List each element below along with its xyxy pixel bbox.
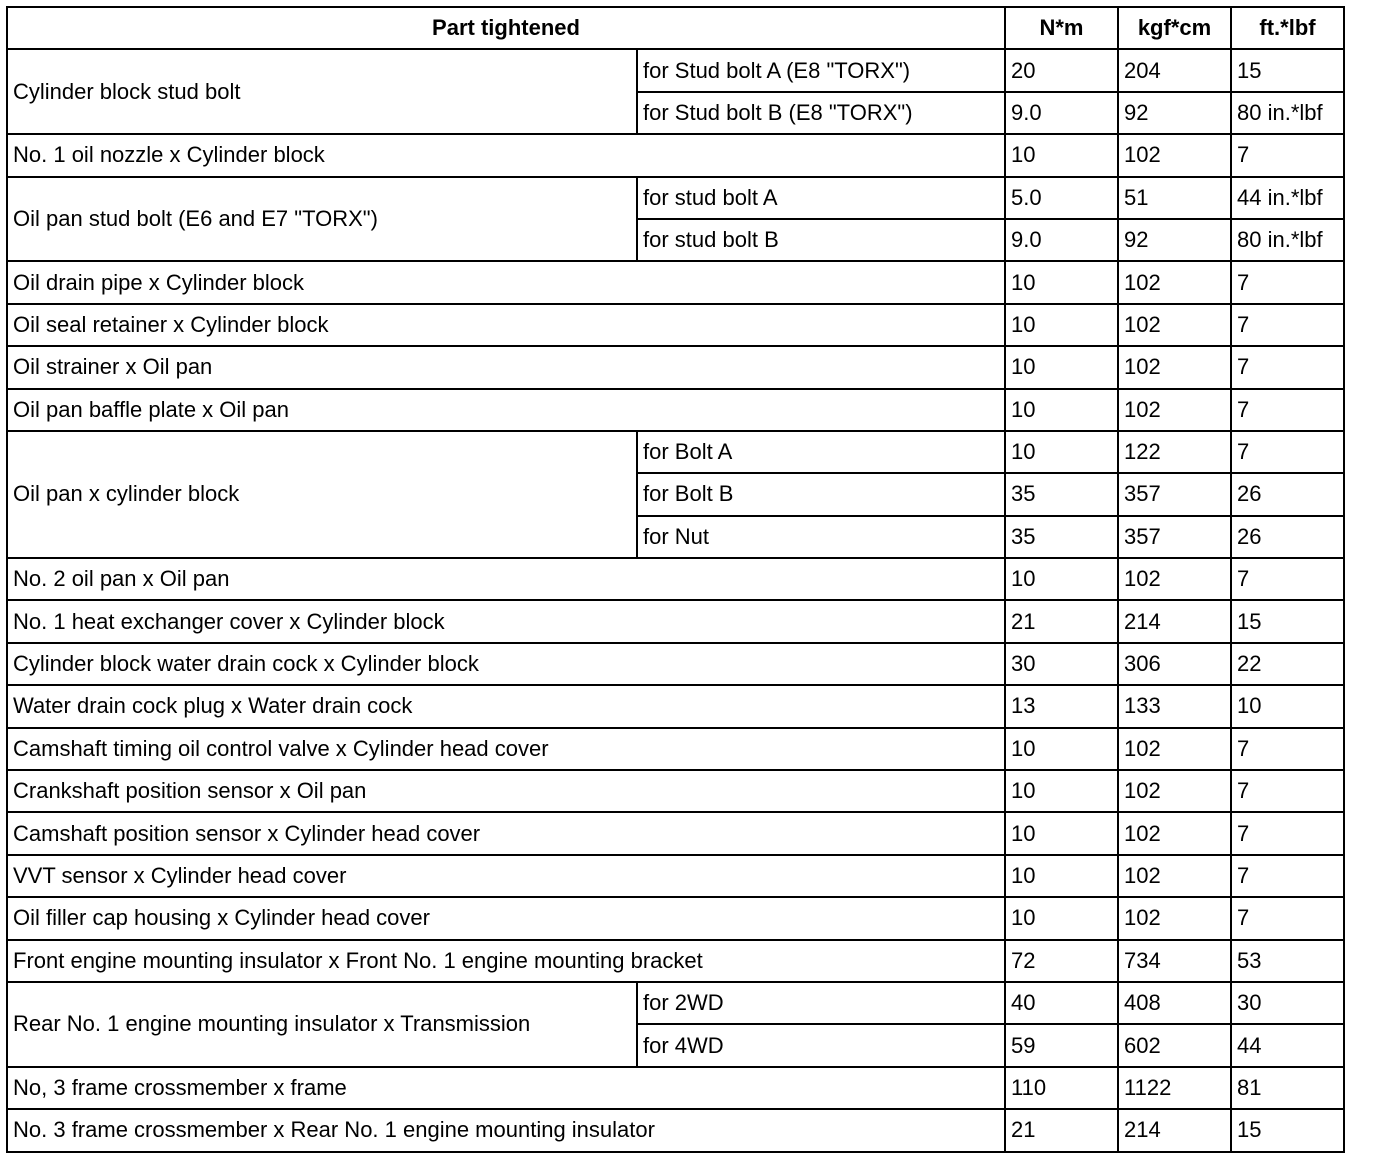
nm-value-cell: 10	[1005, 728, 1118, 770]
nm-value-cell: 40	[1005, 982, 1118, 1024]
kgfcm-value-cell: 122	[1118, 431, 1231, 473]
header-row	[7, 7, 1344, 49]
nm-value-cell: 10	[1005, 897, 1118, 939]
sub-condition-cell: for stud bolt A	[637, 177, 1005, 219]
table-row	[7, 431, 1344, 473]
ftlbf-value-cell: 26	[1231, 516, 1344, 558]
part-name-cell: Rear No. 1 engine mounting insulator x Transmission	[7, 982, 637, 1067]
nm-value-cell: 21	[1005, 1109, 1118, 1151]
ftlbf-value-cell: 7	[1231, 770, 1344, 812]
part-name-cell: No. 1 oil nozzle x Cylinder block	[7, 134, 1005, 176]
nm-value-cell: 35	[1005, 516, 1118, 558]
kgfcm-value-cell: 133	[1118, 685, 1231, 727]
torque-spec-table	[6, 6, 1345, 1153]
ftlbf-value-cell: 81	[1231, 1067, 1344, 1109]
part-name-cell: Oil pan baffle plate x Oil pan	[7, 389, 1005, 431]
table-row	[7, 685, 1344, 727]
kgfcm-value-cell: 102	[1118, 812, 1231, 854]
sub-condition-cell: for stud bolt B	[637, 219, 1005, 261]
sub-condition-cell: for Bolt B	[637, 473, 1005, 515]
kgfcm-value-cell: 102	[1118, 770, 1231, 812]
kgfcm-value-cell: 51	[1118, 177, 1231, 219]
nm-value-cell: 10	[1005, 134, 1118, 176]
ftlbf-value-cell: 7	[1231, 261, 1344, 303]
ftlbf-value-cell: 7	[1231, 855, 1344, 897]
table-row	[7, 600, 1344, 642]
nm-value-cell: 13	[1005, 685, 1118, 727]
part-name-cell: Oil pan stud bolt (E6 and E7 "TORX")	[7, 177, 637, 262]
ftlbf-value-cell: 7	[1231, 728, 1344, 770]
table-row	[7, 1067, 1344, 1109]
nm-value-cell: 110	[1005, 1067, 1118, 1109]
table-row	[7, 346, 1344, 388]
kgfcm-value-cell: 102	[1118, 897, 1231, 939]
kgfcm-value-cell: 102	[1118, 728, 1231, 770]
table-row	[7, 940, 1344, 982]
kgfcm-value-cell: 602	[1118, 1024, 1231, 1066]
table-row	[7, 558, 1344, 600]
sub-condition-cell: for Stud bolt B (E8 "TORX")	[637, 92, 1005, 134]
kgfcm-value-cell: 92	[1118, 219, 1231, 261]
table-row	[7, 177, 1344, 219]
ftlbf-value-cell: 80 in.*lbf	[1231, 92, 1344, 134]
ftlbf-value-cell: 15	[1231, 1109, 1344, 1151]
ftlbf-value-cell: 15	[1231, 49, 1344, 91]
ftlbf-value-cell: 44 in.*lbf	[1231, 177, 1344, 219]
nm-value-cell: 20	[1005, 49, 1118, 91]
nm-value-cell: 10	[1005, 346, 1118, 388]
table-row	[7, 1109, 1344, 1151]
sub-condition-cell: for Stud bolt A (E8 "TORX")	[637, 49, 1005, 91]
part-name-cell: Oil strainer x Oil pan	[7, 346, 1005, 388]
nm-value-cell: 10	[1005, 558, 1118, 600]
ftlbf-value-cell: 7	[1231, 558, 1344, 600]
nm-value-cell: 5.0	[1005, 177, 1118, 219]
table-row	[7, 982, 1344, 1024]
part-name-cell: Front engine mounting insulator x Front No. 1 engine mounting bracket	[7, 940, 1005, 982]
kgfcm-value-cell: 102	[1118, 346, 1231, 388]
ftlbf-value-cell: 7	[1231, 389, 1344, 431]
kgfcm-value-cell: 102	[1118, 389, 1231, 431]
table-row	[7, 897, 1344, 939]
nm-value-cell: 9.0	[1005, 92, 1118, 134]
nm-value-cell: 10	[1005, 304, 1118, 346]
part-name-cell: VVT sensor x Cylinder head cover	[7, 855, 1005, 897]
part-name-cell: Cylinder block stud bolt	[7, 49, 637, 134]
kgfcm-value-cell: 1122	[1118, 1067, 1231, 1109]
header-kgfcm: kgf*cm	[1118, 7, 1231, 49]
kgfcm-value-cell: 102	[1118, 855, 1231, 897]
nm-value-cell: 35	[1005, 473, 1118, 515]
table-row	[7, 389, 1344, 431]
part-name-cell: Oil seal retainer x Cylinder block	[7, 304, 1005, 346]
table-row	[7, 812, 1344, 854]
part-name-cell: Water drain cock plug x Water drain cock	[7, 685, 1005, 727]
ftlbf-value-cell: 7	[1231, 812, 1344, 854]
kgfcm-value-cell: 357	[1118, 473, 1231, 515]
table-row	[7, 770, 1344, 812]
nm-value-cell: 10	[1005, 812, 1118, 854]
nm-value-cell: 21	[1005, 600, 1118, 642]
nm-value-cell: 30	[1005, 643, 1118, 685]
kgfcm-value-cell: 357	[1118, 516, 1231, 558]
part-name-cell: No, 3 frame crossmember x frame	[7, 1067, 1005, 1109]
table-row	[7, 134, 1344, 176]
ftlbf-value-cell: 44	[1231, 1024, 1344, 1066]
part-name-cell: Crankshaft position sensor x Oil pan	[7, 770, 1005, 812]
part-name-cell: Oil filler cap housing x Cylinder head cover	[7, 897, 1005, 939]
kgfcm-value-cell: 92	[1118, 92, 1231, 134]
ftlbf-value-cell: 7	[1231, 897, 1344, 939]
nm-value-cell: 72	[1005, 940, 1118, 982]
kgfcm-value-cell: 408	[1118, 982, 1231, 1024]
part-name-cell: Camshaft position sensor x Cylinder head cover	[7, 812, 1005, 854]
sub-condition-cell: for Nut	[637, 516, 1005, 558]
part-name-cell: No. 3 frame crossmember x Rear No. 1 engine mounting insulator	[7, 1109, 1005, 1151]
ftlbf-value-cell: 7	[1231, 134, 1344, 176]
table-row	[7, 304, 1344, 346]
sub-condition-cell: for 2WD	[637, 982, 1005, 1024]
table-row	[7, 261, 1344, 303]
nm-value-cell: 10	[1005, 389, 1118, 431]
nm-value-cell: 10	[1005, 770, 1118, 812]
ftlbf-value-cell: 15	[1231, 600, 1344, 642]
ftlbf-value-cell: 7	[1231, 304, 1344, 346]
kgfcm-value-cell: 102	[1118, 261, 1231, 303]
kgfcm-value-cell: 306	[1118, 643, 1231, 685]
part-name-cell: Camshaft timing oil control valve x Cylinder head cover	[7, 728, 1005, 770]
part-name-cell: Cylinder block water drain cock x Cylinder block	[7, 643, 1005, 685]
kgfcm-value-cell: 102	[1118, 558, 1231, 600]
nm-value-cell: 10	[1005, 261, 1118, 303]
header-ftlbf: ft.*lbf	[1231, 7, 1344, 49]
header-part: Part tightened	[7, 7, 1005, 49]
ftlbf-value-cell: 80 in.*lbf	[1231, 219, 1344, 261]
part-name-cell: Oil pan x cylinder block	[7, 431, 637, 558]
nm-value-cell: 9.0	[1005, 219, 1118, 261]
kgfcm-value-cell: 102	[1118, 134, 1231, 176]
part-name-cell: No. 1 heat exchanger cover x Cylinder block	[7, 600, 1005, 642]
kgfcm-value-cell: 734	[1118, 940, 1231, 982]
kgfcm-value-cell: 102	[1118, 304, 1231, 346]
kgfcm-value-cell: 214	[1118, 600, 1231, 642]
table-body	[7, 49, 1344, 1151]
table-row	[7, 49, 1344, 91]
ftlbf-value-cell: 26	[1231, 473, 1344, 515]
ftlbf-value-cell: 7	[1231, 431, 1344, 473]
table-row	[7, 643, 1344, 685]
nm-value-cell: 10	[1005, 431, 1118, 473]
part-name-cell: No. 2 oil pan x Oil pan	[7, 558, 1005, 600]
ftlbf-value-cell: 30	[1231, 982, 1344, 1024]
table-row	[7, 728, 1344, 770]
kgfcm-value-cell: 204	[1118, 49, 1231, 91]
ftlbf-value-cell: 53	[1231, 940, 1344, 982]
nm-value-cell: 10	[1005, 855, 1118, 897]
table-row	[7, 855, 1344, 897]
part-name-cell: Oil drain pipe x Cylinder block	[7, 261, 1005, 303]
ftlbf-value-cell: 22	[1231, 643, 1344, 685]
ftlbf-value-cell: 7	[1231, 346, 1344, 388]
sub-condition-cell: for 4WD	[637, 1024, 1005, 1066]
sub-condition-cell: for Bolt A	[637, 431, 1005, 473]
kgfcm-value-cell: 214	[1118, 1109, 1231, 1151]
header-nm: N*m	[1005, 7, 1118, 49]
ftlbf-value-cell: 10	[1231, 685, 1344, 727]
nm-value-cell: 59	[1005, 1024, 1118, 1066]
